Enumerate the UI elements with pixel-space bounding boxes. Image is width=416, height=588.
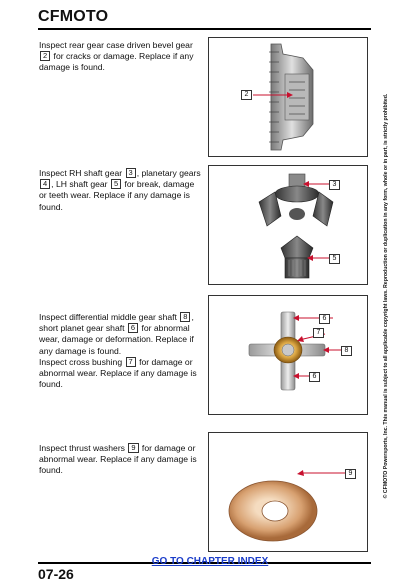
instruction-text-3 bbox=[39, 312, 201, 390]
chapter-index-link[interactable]: GO TO CHAPTER INDEX bbox=[151, 556, 269, 567]
text-segment: Inspect RH shaft gear bbox=[39, 168, 125, 178]
callout-6-lower: 6 bbox=[309, 372, 320, 382]
text-segment: for damage or abnormal wear. Replace if any damage is found. bbox=[39, 443, 197, 476]
figure-cross-shaft bbox=[208, 295, 368, 415]
text-segment: for damage or abnormal wear. Replace if any damage is found. bbox=[39, 356, 197, 390]
shaft-gears-illustration bbox=[209, 166, 367, 284]
ref-box: 9 bbox=[128, 443, 138, 453]
callout-9: 9 bbox=[345, 469, 356, 479]
page-number: 07-26 bbox=[38, 566, 74, 582]
thrust-washer-illustration bbox=[209, 433, 367, 551]
text-segment: for abnormal wear, damage or deformation. Replace if any damage is found. bbox=[39, 323, 194, 356]
callout-8: 8 bbox=[341, 346, 352, 356]
text-segment: , planetary gears bbox=[136, 168, 201, 178]
text-segment: for break, damage or teeth wear. Replace if any damage is found. bbox=[39, 179, 195, 212]
text-segment: , LH shaft gear bbox=[51, 179, 110, 190]
text-segment: Inspect rear gear case driven bevel gear bbox=[39, 40, 193, 50]
text-segment: Inspect cross bushing bbox=[39, 356, 125, 367]
callout-2: 2 bbox=[241, 90, 252, 100]
figure-bevel-gear bbox=[208, 37, 368, 157]
bevel-gear-illustration bbox=[209, 38, 367, 156]
callout-7: 7 bbox=[313, 328, 324, 338]
text-segment: , short planet gear shaft bbox=[39, 312, 194, 334]
ref-box: 4 bbox=[40, 179, 50, 189]
callout-3: 3 bbox=[329, 180, 340, 190]
text-segment: Inspect differential middle gear shaft bbox=[39, 312, 180, 322]
callout-5: 5 bbox=[329, 254, 340, 264]
instruction-text-1 bbox=[39, 40, 201, 74]
ref-box: 6 bbox=[128, 323, 138, 333]
brand-logo: CFMOTO bbox=[38, 8, 109, 25]
ref-box: 8 bbox=[180, 312, 190, 322]
ref-box: 7 bbox=[126, 357, 136, 367]
ref-box: 3 bbox=[126, 168, 136, 178]
text-segment: Inspect thrust washers bbox=[39, 443, 128, 453]
copyright-text: © CFMOTO Powersports, Inc. This manual is subject to all applicable copyright laws. Reproduction or duplication in any form, whole or in part, is strictly prohibited. bbox=[383, 93, 389, 499]
callout-6: 6 bbox=[319, 314, 330, 324]
ref-box: 5 bbox=[111, 179, 121, 189]
ref-box: 2 bbox=[40, 51, 50, 61]
figure-shaft-gears bbox=[208, 165, 368, 285]
figure-thrust-washer bbox=[208, 432, 368, 552]
text-segment: for cracks or damage. Replace if any damage is found. bbox=[39, 51, 194, 73]
header-rule bbox=[38, 28, 371, 30]
instruction-text-4 bbox=[39, 443, 201, 477]
copyright-side-note bbox=[376, 80, 396, 512]
instruction-text-2 bbox=[39, 168, 201, 213]
